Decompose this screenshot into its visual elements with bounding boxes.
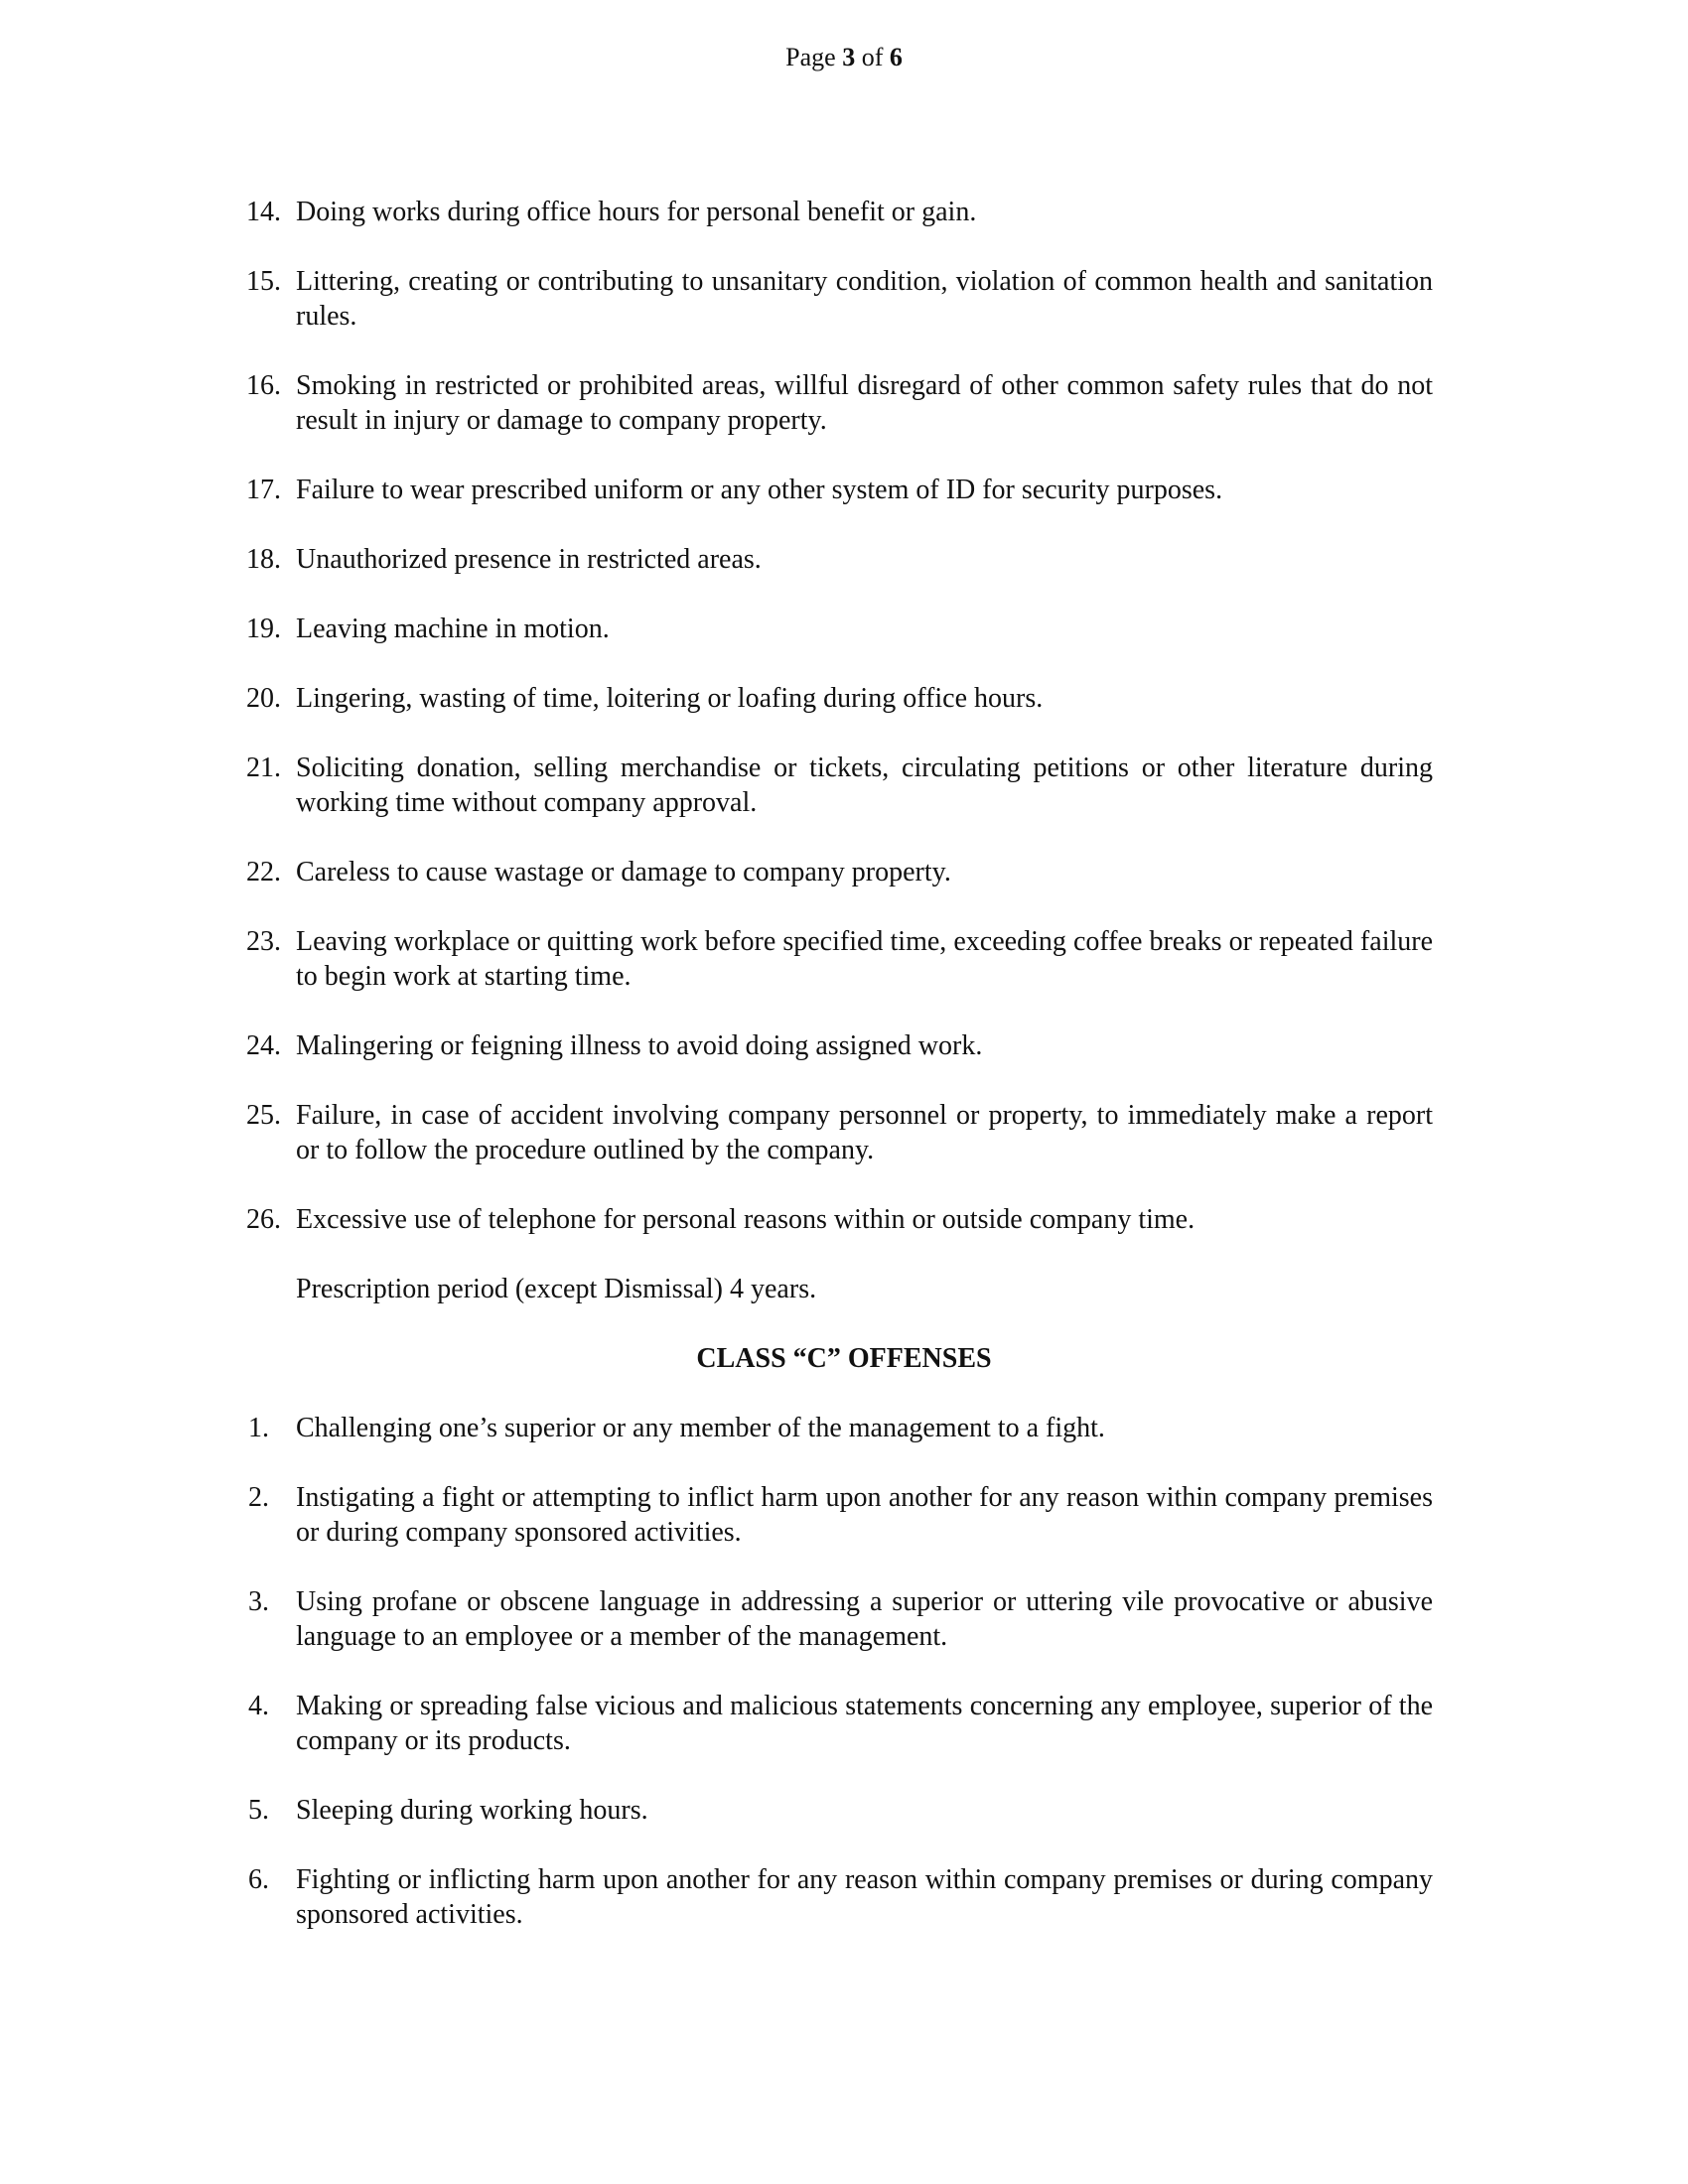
class-b-offense-list [0, 195, 1688, 1237]
page-label-prefix: Page [785, 43, 843, 71]
list-item [246, 1202, 1433, 1237]
list-item-text: Careless to cause wastage or damage to company property. [296, 857, 951, 887]
document-body [0, 195, 1688, 1967]
list-item-text: Instigating a fight or attempting to inflict harm upon another for any reason within company premises or during company sponsored activities. [296, 1482, 1433, 1548]
list-item-number: 15. [246, 266, 281, 297]
list-item [246, 542, 1433, 577]
list-item-number: 24. [246, 1030, 281, 1061]
page-label-middle: of [855, 43, 890, 71]
list-item [248, 1480, 1433, 1550]
list-item-text: Challenging one’s superior or any member of the management to a fight. [296, 1413, 1105, 1443]
current-page-number: 3 [842, 43, 856, 71]
list-item [246, 855, 1433, 889]
list-item [248, 1793, 1433, 1828]
list-item-text: Smoking in restricted or prohibited areas, willful disregard of other common safety rules that do not result in injury or damage to company property. [296, 370, 1433, 436]
list-item-number: 26. [246, 1204, 281, 1235]
list-item-text: Failure to wear prescribed uniform or any other system of ID for security purposes. [296, 475, 1223, 505]
page-header [0, 42, 1688, 73]
list-item [246, 924, 1433, 994]
list-item [248, 1411, 1433, 1445]
list-item [248, 1584, 1433, 1654]
list-item [246, 1028, 1433, 1063]
list-item [246, 368, 1433, 438]
list-item-text: Sleeping during working hours. [296, 1795, 648, 1826]
list-item-number: 6. [248, 1864, 269, 1895]
list-item [246, 1098, 1433, 1167]
list-item-text: Fighting or inflicting harm upon another for any reason within company premises or during company sponsored activities. [296, 1864, 1433, 1930]
total-page-number: 6 [889, 43, 903, 71]
list-item [246, 681, 1433, 716]
list-item-text: Soliciting donation, selling merchandise or tickets, circulating petitions or other literature during working time without company approval. [296, 752, 1433, 818]
list-item-number: 20. [246, 683, 281, 714]
section-title: CLASS “C” OFFENSES [696, 1343, 992, 1374]
prescription-note: Prescription period (except Dismissal) 4 years. [296, 1274, 817, 1304]
list-item-text: Doing works during office hours for personal benefit or gain. [296, 197, 977, 227]
list-item [248, 1862, 1433, 1932]
list-item-number: 5. [248, 1795, 269, 1826]
list-item-text: Failure, in case of accident involving company personnel or property, to immediately make a report or to follow the procedure outlined by the company. [296, 1100, 1433, 1165]
list-item-number: 16. [246, 370, 281, 401]
list-item [248, 1689, 1433, 1758]
list-item-text: Using profane or obscene language in addressing a superior or uttering vile provocative or abusive language to an employee or a member of the management. [296, 1586, 1433, 1652]
list-item [246, 612, 1433, 646]
list-item-text: Littering, creating or contributing to unsanitary condition, violation of common health and sanitation rules. [296, 266, 1433, 332]
list-item [246, 264, 1433, 334]
list-item-text: Excessive use of telephone for personal reasons within or outside company time. [296, 1204, 1196, 1235]
list-item-text: Leaving machine in motion. [296, 614, 610, 644]
list-item [246, 195, 1433, 229]
list-item-number: 25. [246, 1100, 281, 1131]
list-item-text: Leaving workplace or quitting work before specified time, exceeding coffee breaks or repeated failure to begin work at starting time. [296, 926, 1433, 992]
list-item-number: 19. [246, 614, 281, 644]
list-item-number: 14. [246, 197, 281, 227]
list-item-number: 3. [248, 1586, 269, 1617]
list-item-number: 23. [246, 926, 281, 957]
list-item-number: 2. [248, 1482, 269, 1513]
list-item-number: 17. [246, 475, 281, 505]
list-item-text: Making or spreading false vicious and malicious statements concerning any employee, superior of the company or its products. [296, 1691, 1433, 1756]
list-item-number: 4. [248, 1691, 269, 1721]
list-item-text: Malingering or feigning illness to avoid doing assigned work. [296, 1030, 983, 1061]
list-item-text: Unauthorized presence in restricted areas. [296, 544, 762, 575]
class-c-offense-list [0, 1411, 1688, 1932]
list-item-number: 22. [246, 857, 281, 887]
list-item-number: 18. [246, 544, 281, 575]
list-item [246, 473, 1433, 507]
list-item-number: 21. [246, 752, 281, 783]
list-item-text: Lingering, wasting of time, loitering or loafing during office hours. [296, 683, 1044, 714]
list-item [246, 751, 1433, 820]
list-item-number: 1. [248, 1413, 269, 1443]
